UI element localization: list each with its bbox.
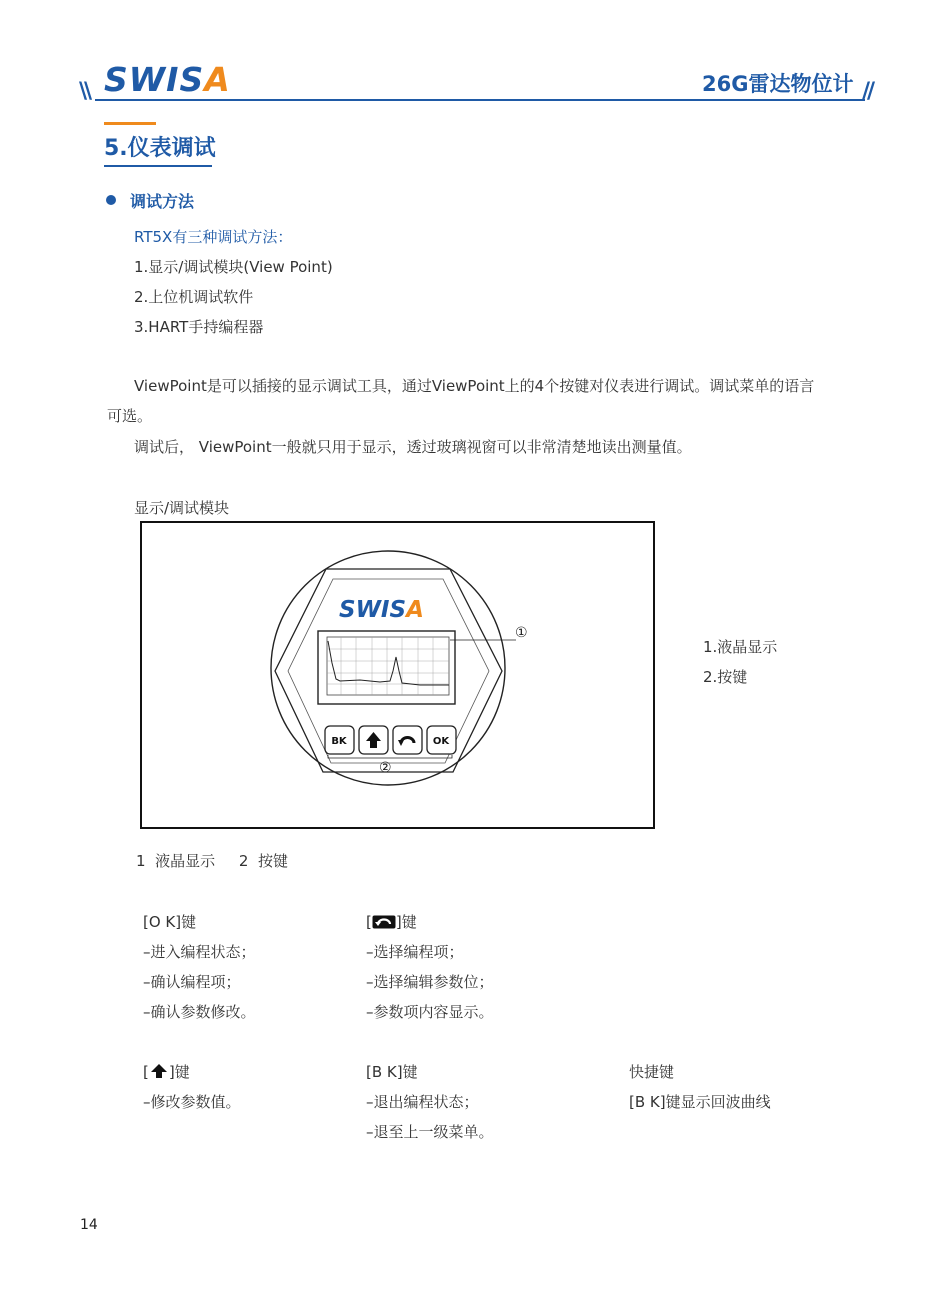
cycle-key-icon bbox=[372, 915, 396, 929]
bk-key-item: –退至上一级菜单。 bbox=[366, 1123, 494, 1141]
cycle-key-item: –选择编辑参数位； bbox=[366, 973, 494, 991]
ok-key-item: –确认编程项； bbox=[143, 973, 241, 991]
intro-text: RT5X有三种调试方法： bbox=[134, 228, 293, 246]
cycle-key-item: –参数项内容显示。 bbox=[366, 1003, 494, 1021]
svg-text:OK: OK bbox=[432, 736, 450, 747]
paragraph-2: 调试后， ViewPoint一般就只用于显示，透过玻璃视窗可以非常清楚地读出测量值。 bbox=[134, 438, 692, 456]
method-item: 3.HART手持编程器 bbox=[134, 318, 264, 336]
viewpoint-device-drawing bbox=[140, 521, 655, 829]
up-key-title: [ ]键 bbox=[143, 1063, 190, 1081]
device-logo-text: SWISA bbox=[339, 597, 424, 623]
callout-2-label: ② bbox=[379, 760, 392, 776]
right-slashes: // bbox=[862, 79, 873, 104]
section-underline bbox=[104, 165, 212, 167]
swisa-logo: SWISA bbox=[104, 60, 231, 99]
method-item: 2.上位机调试软件 bbox=[134, 288, 254, 306]
ok-key-title: [O K]键 bbox=[143, 913, 197, 931]
section-title: 5.仪表调试 bbox=[104, 136, 216, 161]
figure-caption-bottom: 1 液晶显示 2 按键 bbox=[136, 852, 289, 870]
page-number: 14 bbox=[80, 1217, 98, 1233]
ok-key-item: –进入编程状态； bbox=[143, 943, 256, 961]
svg-text:BK: BK bbox=[331, 736, 347, 747]
up-key-item: –修改参数值。 bbox=[143, 1093, 241, 1111]
left-slashes: \\ bbox=[79, 79, 90, 104]
ok-key-item: –确认参数修改。 bbox=[143, 1003, 256, 1021]
bk-key-item: –退出编程状态； bbox=[366, 1093, 479, 1111]
bullet-dot-icon bbox=[106, 195, 116, 205]
up-arrow-button-drawing bbox=[359, 726, 388, 754]
header-rule bbox=[95, 99, 865, 101]
bk-button-drawing bbox=[325, 726, 354, 754]
paragraph-1-line-1: ViewPoint是可以插接的显示调试工具，通过ViewPoint上的4个按键对仪表进行调试。调试菜单的语言 bbox=[134, 377, 815, 395]
document-title: 26G雷达物位计 bbox=[702, 72, 854, 96]
side-label-keys: 2.按键 bbox=[703, 668, 748, 686]
side-label-lcd: 1.液晶显示 bbox=[703, 638, 778, 656]
method-item: 1.显示/调试模块(View Point) bbox=[134, 258, 333, 276]
callout-1-label: ① bbox=[515, 625, 528, 641]
section-accent-bar bbox=[104, 122, 156, 125]
up-arrow-key-icon bbox=[149, 1063, 169, 1079]
ok-button-drawing bbox=[427, 726, 456, 754]
shortcut-title: 快捷键 bbox=[629, 1063, 675, 1081]
shortcut-item: [B K]键显示回波曲线 bbox=[629, 1093, 771, 1111]
cycle-key-item: –选择编程项； bbox=[366, 943, 464, 961]
cycle-button-drawing bbox=[393, 726, 422, 754]
paragraph-1-line-2: 可选。 bbox=[107, 407, 153, 425]
figure-caption-top: 显示/调试模块 bbox=[134, 499, 230, 517]
subsection-title: 调试方法 bbox=[130, 192, 195, 211]
bk-key-title: [B K]键 bbox=[366, 1063, 418, 1081]
cycle-key-title: [ ]键 bbox=[366, 913, 417, 931]
